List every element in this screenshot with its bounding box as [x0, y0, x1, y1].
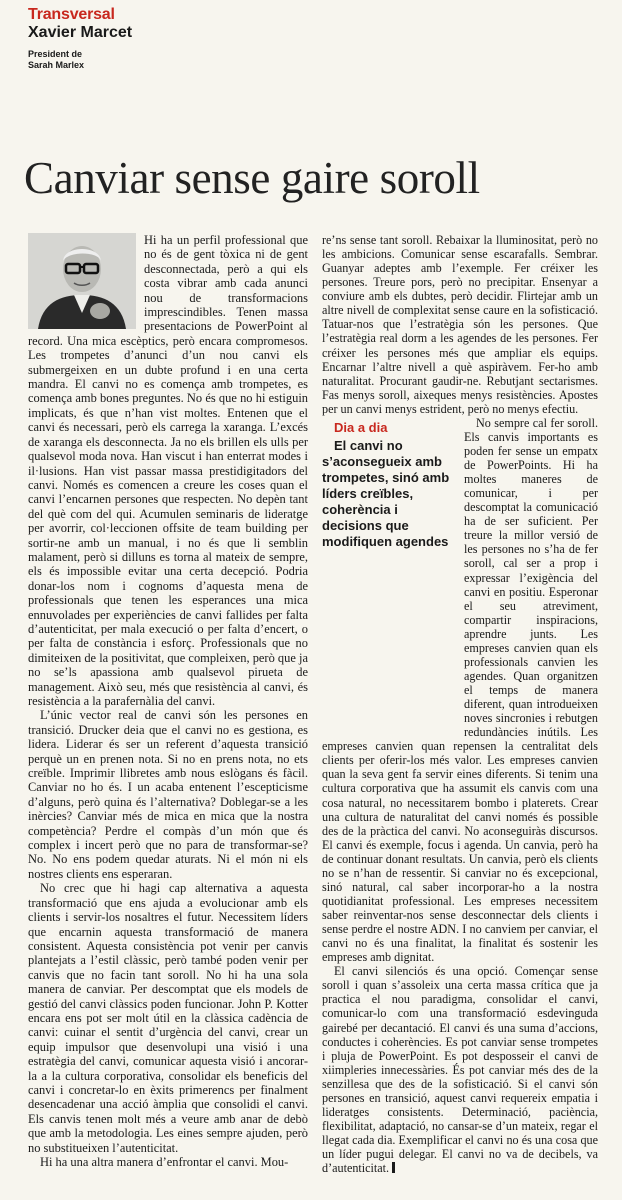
- author-portrait-icon: [28, 233, 136, 329]
- author-role-line-1: President de: [28, 49, 83, 59]
- section-label: Transversal: [28, 6, 115, 23]
- header: [28, 6, 132, 71]
- article-column-right: [322, 233, 598, 1175]
- sidebar-pullquote: [322, 420, 454, 730]
- author-name: Xavier Marcet: [28, 24, 133, 41]
- article-title: Canviar sense gaire soroll: [24, 153, 480, 203]
- sidebar-label: Dia a dia: [334, 419, 388, 435]
- article-paragraph: [322, 964, 598, 1175]
- author-role-line-2: Sarah Marlex: [28, 60, 85, 70]
- end-of-article-icon: [392, 1162, 395, 1173]
- article-paragraph: L’únic vector real de canvi són les persones en transició. Drucker deia que el canvi no es gestiona, es lidera. Liderar és ser un referent d’aquesta transició perquè un en prenen nota. Si no en prens nota, no ets creïble. Imprimir llibretes amb nous eslògans és fàcil. Canviar no ho és. I un acaba entenent l’escepticisme d’alguns, però quina és l’alternativa? Doblegar-se a les inèrcies? Canviar més de mica en mica que la nostra competència? Perdre el compàs d’un món que és complex i incert però que no para de transformar-se? No. No ens podem quedar aturats. Ni el món ni els nostres clients ens esperaran.: [28, 708, 308, 881]
- article-paragraph: [322, 416, 598, 964]
- article-paragraph: re’ns sense tant soroll. Rebaixar la lluminositat, però no les ambicions. Comunicar sense escarafalls. Sembrar. Guanyar adeptes amb l’exemple. Fer créixer les persones. Treure pors, però no precipitar. Ensenyar a conviure amb els dubtes, però decidir. Flirtejar amb un altre nivell de complexitat sense caure en la sofisticació. Tatuar-nos que l’estratègia són les persones. Que l’estratègia real dorm a les agendes de les persones. Fer créixer les persones més que ampliar els equips. Encarnar l’altre nivell a què aspiràvem. Fer-ho amb naturalitat. Procurant gaudir-ne. Rebutjant sectarismes. Fas menys soroll, aixeques menys resistències. Apostes per un canvi menys estrident, però no menys efectiu.: [322, 233, 598, 416]
- author-photo: [28, 233, 136, 329]
- sidebar-text: El canvi no s’aconsegueix amb trompetes, sinó amb líders creïbles, coherència i decisions que modifiquen agendes: [322, 437, 450, 549]
- article-paragraph: Hi ha un perfil professional que no és de gent tòxica ni de gent desconnectada, però a qui els costa vibrar amb cada anunci nou de transformacions imprescindibles. Tenen massa presentacions de PowerPoint al record. Una mica escèptics, però encara compromesos. Les trompetes d’anunci d’un nou canvi els submergeixen en un dubte profund i en una certa mandra. El canvi no es comença amb trompetes, es comença amb bones preguntes. No és que no hi estiguin implicats, és que n’han vist moltes. Entenen que el canvi és necessari, però els carrega la xaranga. L’excés de xaranga els desconnecta. Ja no els brillen els ulls per qualsevol moda nova. Han viscut i han enterrat modes i il·lusions. Han vist passar massa prestidigitadors del canvi. Només es comencen a creure les coses quan el canvi l’encarnen persones que respecten. No depèn tant del què com del qui. Acumulen seminaris de lideratge per avorrir, col·leccionen offsite de team building per sortir-ne amb un manual, i no és que li semblin malament, però si dilluns es torna al mateix de sempre, els és impossible evitar una certa decepció. Podria donar-los nom i cognoms d’aquesta mena de professionals que tenen les esperances una mica ennuvolades per experiències de canvi fallides per falta d’autenticitat, per mala execució o per falta d’encert, o per falta de constància i esforç. Professionals que no dimiteixen de la positivitat, que compleixen, però que ja no se’ls apassiona amb qualsevol pirueta de management. Això seu, més que resistència al canvi, és resistència a la parafernàlia del canvi.: [28, 233, 308, 708]
- article-paragraph-text: No sempre cal fer soroll. Els canvis importants es poden fer sense un empatx de PowerPoints. Hi ha moltes maneres de comunicar, i per descomptat la comunicació ha de ser suficient. Per treure la millor versió de les persones no s’ha de fer soroll, cal ser a prop i expressar l’exigència del canvi en positiu. Esperonar el seu atreviment, compartir inspiracions, aprendre junts. Les empreses canvien quan els professionals canvien les agendes. Quan organitzen el temps de manera diferent, quan introdueixen noves sincronies i rebutgen redundàncies inútils. Les empreses canvien quan repensen la centralitat dels clients per oferir-los més valor. Les empreses canvien quan la seva gent fa servir eines diferents. Si tenim una cultura corporativa que ha assumit els canvis com una cosa natural, no necessitarem bombo i platerets. Crear una cultura de naturalitat del canvi només és possible des de la pràctica del canvi. No aconseguiràs discursos. El canvi és exemple, focus i agenda. Un canvia, però ha de continuar donant resultats. Un canvia, però els clients no se n’han de ressentir. Si canviar no és excepcional, sinó natural, cal saber incorporar-ho a la nostra quotidianitat professional. Les empreses necessitem saber reinventar-nos sense desconnectar dels clients i sense perdre el nostre ADN. I no canviem per canviar, el canvi no és una finalitat, la finalitat és sostenir les empreses amb dignitat.: [322, 415, 598, 965]
- author-role: [28, 49, 132, 71]
- article-paragraph: Hi ha una altra manera d’enfrontar el canvi. Mou-: [40, 1155, 289, 1169]
- article-paragraph: No crec que hi hagi cap alternativa a aquesta transformació que ens ajuda a evolucionar amb els clients i servir-los nosaltres el futur. Necessitem líders que encarnin aquesta transformació de manera consistent. Aquesta consistència pot venir per canvis plantejats a l’estil clàssic, però també poden venir per canvis que no facin tant soroll. No hi ha una sola manera de canviar. Per descomptat que els models de gestió del canvi clàssics poden funcionar. John P. Kotter encara ens pot ser molt útil en la clàssica cadència de canvi: cuinar el sentit d’urgència del canvi, crear un equip impulsor que desenvolupi una visió i una estratègia del canvi, comunicar aquesta visió i ancorar-la a la cultura corporativa, consolidar els beneficis del canvi i concretar-lo en èxits primerencs per finalment desencadenar una acció àmplia que consolidi el canvi. Els canvis tenen molt més a veure amb anar de debò que amb la metodologia. Les eines sempre ajuden, però no substitueixen l’autenticitat.: [28, 881, 308, 1155]
- article-paragraph-text: El canvi silenciós és una opció. Començar sense soroll i quan s’assoleix una certa massa crítica que ja practica el nou paradigma, consolidar el canvi, comunicar-lo com una transformació esdevinguda gairebé per decantació. El canvi és una suma d’accions, conductes i coherències. Es pot canviar sense trompetes i pluja de PowerPoint. Es pot desposseir el canvi de xiimpleries innecessàries. És pot canviar més des de la senzillesa que des de la sofisticació. Si el canvi són persones en transició, aquest canvi requereix empatia i lideratges consistents. Determinació, paciència, flexibilitat, adaptació, no cansar-se d’un mateix, regar el llegat cada dia. Exemplificar el canvi no és una cosa que un líder pugui delegar. El canvi no va de decibels, va d’autenticitat.: [322, 964, 598, 1176]
- article-column-left: [28, 233, 308, 1169]
